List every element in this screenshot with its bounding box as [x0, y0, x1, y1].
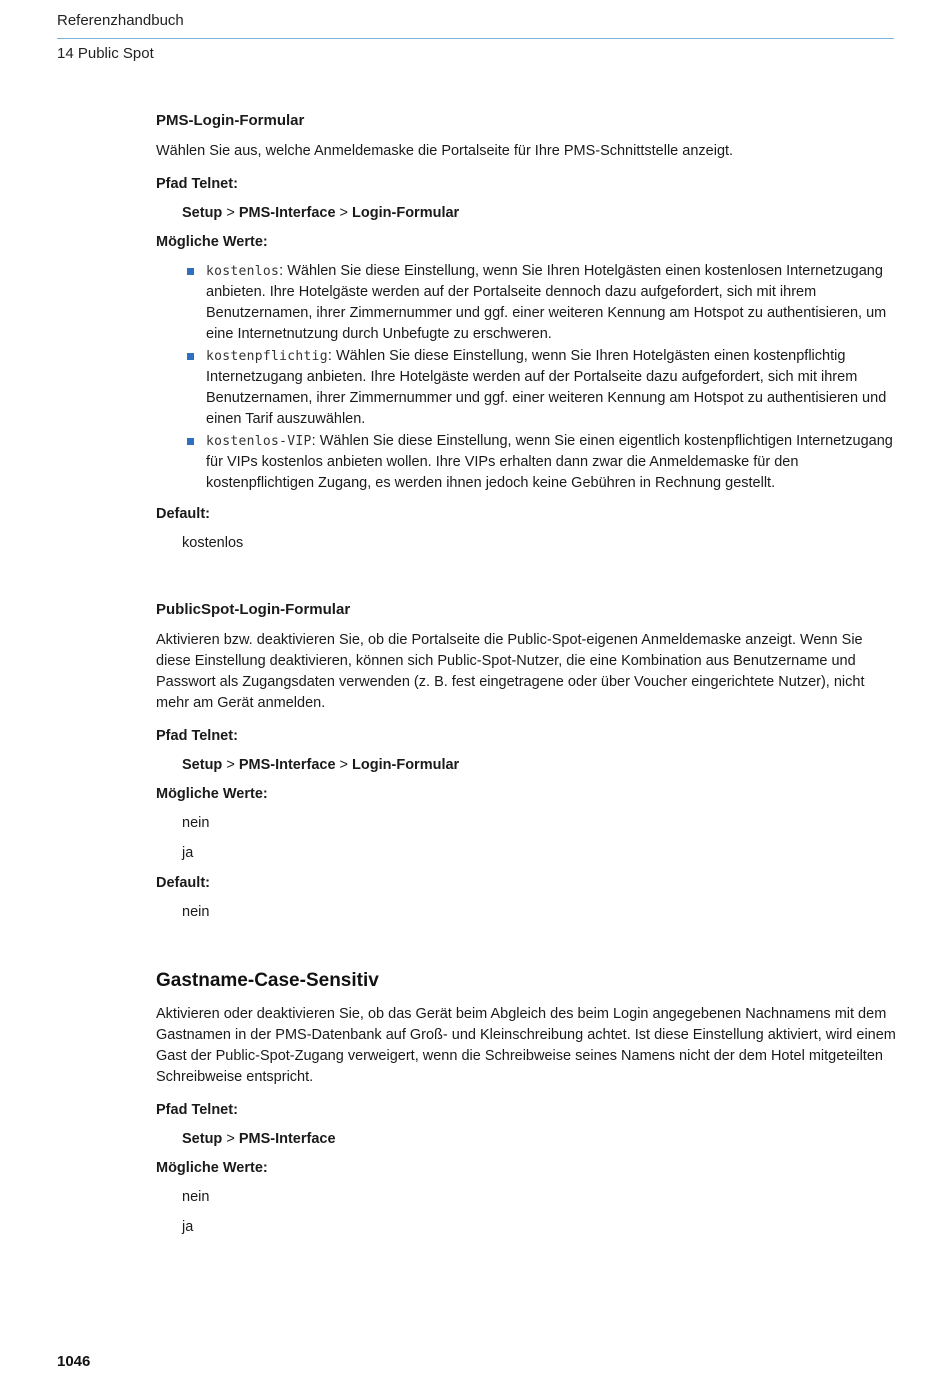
page-content — [156, 110, 896, 1247]
possible-value: ja — [182, 1219, 194, 1235]
section-publicspot-login-formular — [156, 599, 896, 923]
path-label: Pfad Telnet: — [156, 176, 238, 192]
possible-value: ja — [182, 845, 194, 861]
value-code: kostenlos — [206, 264, 280, 279]
value-description: : Wählen Sie diese Einstellung, wenn Sie Ihren Hotelgästen einen kostenlosen Internetzugang anbieten. Ihre Hotelgäste werden auf der Portalseite dennoch dazu aufgefordert, sich mit ihrem Benutzernamen, ihrer Zimmernummer und ggf. einer weiteren Kennung am Hotspot zu authentisieren, um eine Internetnutzung durch Unbefugte zu erschweren. — [206, 263, 887, 342]
path-separator: > — [226, 205, 235, 221]
bullet-square-icon — [187, 353, 194, 360]
section-pms-login-formular — [156, 110, 896, 554]
path-segment: Login-Formular — [352, 205, 460, 221]
path-separator: > — [339, 757, 349, 773]
parameter-title: PublicSpot-Login-Formular — [156, 601, 351, 618]
default-label: Default: — [156, 875, 210, 891]
bullet-square-icon — [187, 438, 194, 445]
section-heading: Gastname-Case-Sensitiv — [156, 970, 379, 991]
telnet-path — [182, 1129, 896, 1150]
telnet-path — [182, 203, 896, 224]
path-segment: PMS-Interface — [238, 205, 336, 221]
path-segment: Login-Formular — [352, 757, 460, 773]
value-code: kostenpflichtig — [206, 349, 328, 364]
bullet-square-icon — [187, 268, 194, 275]
list-item — [206, 346, 896, 430]
parameter-title: PMS-Login-Formular — [156, 112, 305, 129]
section-gastname-case-sensitiv — [156, 968, 896, 1238]
header-divider — [57, 38, 894, 39]
path-segment: Setup — [182, 205, 223, 221]
possible-value: nein — [182, 1189, 210, 1205]
path-label: Pfad Telnet: — [156, 1102, 238, 1118]
path-separator: > — [226, 1131, 235, 1147]
value-description: : Wählen Sie diese Einstellung, wenn Sie einen eigentlich kostenpflichtigen Internetzugang für VIPs kostenlos anbieten wollen. Ihre VIPs erhalten dann zwar die Anmeldemaske für den kostenpflichtigen Zugang, es werden ihnen jedoch keine Gebühren in Rechnung gestellt. — [206, 433, 893, 491]
list-item — [206, 261, 896, 345]
path-separator: > — [226, 757, 235, 773]
path-segment: Setup — [182, 757, 223, 773]
values-label: Mögliche Werte: — [156, 234, 268, 250]
path-segment: PMS-Interface — [238, 1131, 336, 1147]
values-list — [156, 261, 896, 494]
parameter-description: Aktivieren oder deaktivieren Sie, ob das Gerät beim Abgleich des beim Login angegebenen Nachnamens mit dem Gastnamen in der PMS-Datenbank auf Groß- und Kleinschreibung achtet. Ist diese Einstellung aktiviert, wird einem Gast der Public-Spot-Zugang verweigert, wenn die Schreibweise seines Namens nicht der dem Hotel mitgeteilten Schreibweise entspricht. — [156, 1006, 896, 1085]
values-label: Mögliche Werte: — [156, 786, 268, 802]
value-description: : Wählen Sie diese Einstellung, wenn Sie Ihren Hotelgästen einen kostenpflichtig Internetzugang anbieten. Ihre Hotelgäste werden auf der Portalseite dazu aufgefordert, sich mit ihrem Benutzernamen, ihrer Zimmernummer und ggf. einer weiteren Kennung am Hotspot zu authentisieren und einen Tarif auszuwählen. — [206, 348, 887, 427]
parameter-description: Wählen Sie aus, welche Anmeldemaske die Portalseite für Ihre PMS-Schnittstelle anzeigt. — [156, 143, 734, 159]
parameter-description: Aktivieren bzw. deaktivieren Sie, ob die Portalseite die Public-Spot-eigenen Anmeldemaske anzeigt. Wenn Sie diese Einstellung deaktivieren, können sich Public-Spot-Nutzer, die eine Kombination aus Benutzername und Passwort als Zugangsdaten verwenden (z. B. fest eingetragene oder über Voucher eingerichtete Nutzer), nicht mehr am Gerät anmelden. — [156, 632, 865, 711]
default-label: Default: — [156, 506, 210, 522]
page-number: 1046 — [57, 1353, 91, 1370]
default-value: nein — [182, 904, 210, 920]
default-value: kostenlos — [182, 535, 244, 551]
running-header-title: Referenzhandbuch — [57, 12, 184, 29]
telnet-path — [182, 755, 896, 776]
path-segment: Setup — [182, 1131, 223, 1147]
list-item — [206, 431, 896, 494]
possible-value: nein — [182, 815, 210, 831]
value-code: kostenlos-VIP — [206, 434, 312, 449]
path-separator: > — [339, 205, 349, 221]
path-label: Pfad Telnet: — [156, 728, 238, 744]
running-header-chapter: 14 Public Spot — [57, 45, 154, 62]
path-segment: PMS-Interface — [238, 757, 336, 773]
values-label: Mögliche Werte: — [156, 1160, 268, 1176]
